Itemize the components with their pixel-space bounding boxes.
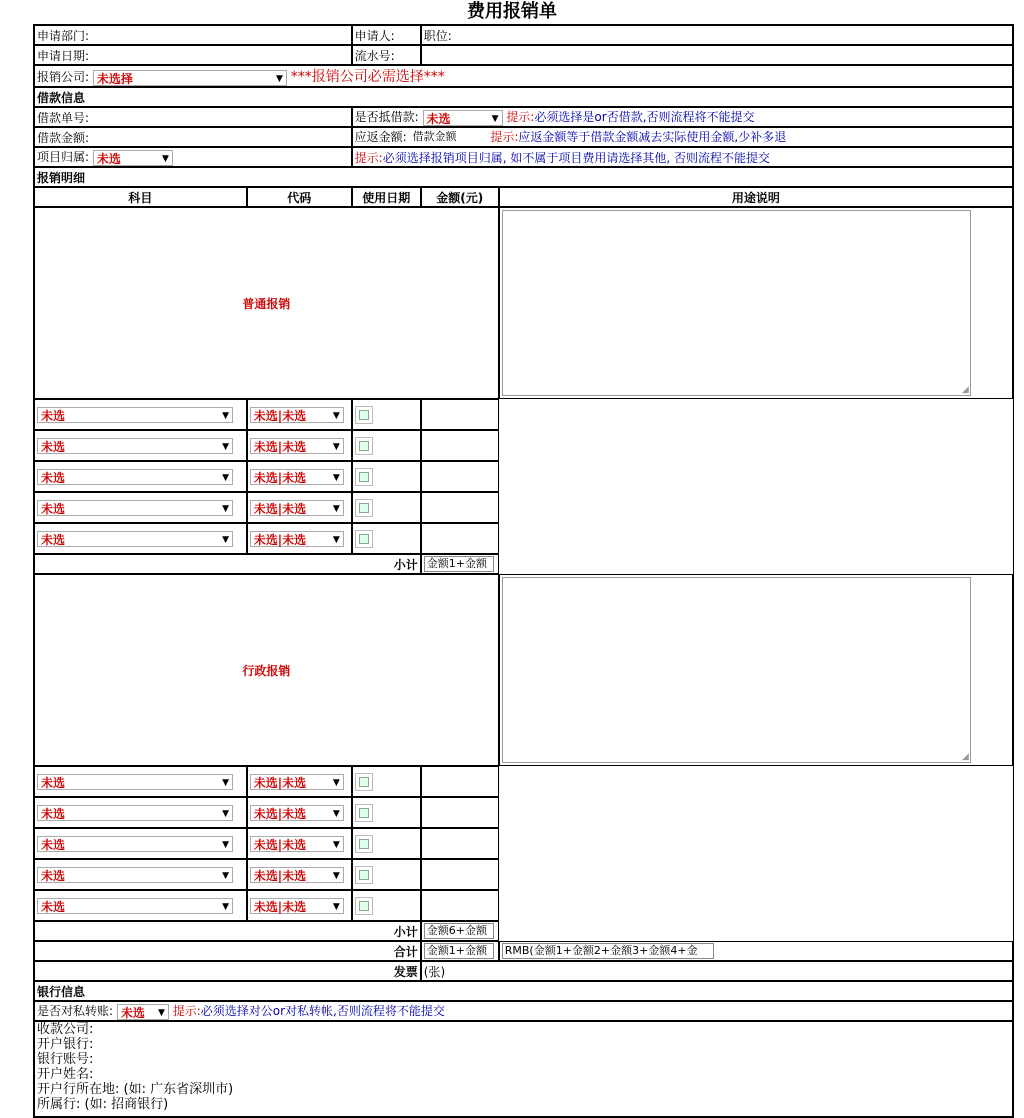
subject-cell: [34, 430, 247, 461]
subtotal2-label: 小计: [34, 921, 421, 941]
project-select-value: 未选: [96, 151, 121, 166]
offset-hint: 必须选择是or否借款,否则流程将不能提交: [534, 110, 755, 125]
code-select-value: 未选|未选: [253, 806, 307, 821]
col-code: 代码: [247, 187, 352, 207]
general-purpose-textarea[interactable]: [502, 210, 971, 396]
code-select-value: 未选|未选: [253, 408, 307, 423]
detail-row: [34, 430, 1013, 461]
chevron-down-icon: ▼: [222, 901, 229, 912]
code-select[interactable]: [250, 774, 344, 790]
private-row: [34, 1001, 1013, 1021]
detail-row: [34, 399, 1013, 430]
calendar-icon[interactable]: [355, 499, 373, 517]
amount-cell[interactable]: [421, 430, 499, 461]
subtotal1-label: 小计: [34, 554, 421, 574]
amount-cell[interactable]: [421, 859, 499, 890]
code-cell: [247, 766, 352, 797]
calendar-icon[interactable]: [355, 773, 373, 791]
total-label: 合计: [34, 941, 421, 961]
subject-cell: [34, 890, 247, 921]
subject-cell: [34, 461, 247, 492]
bank-line-account: 银行账号:: [37, 1052, 94, 1067]
code-select[interactable]: [250, 531, 344, 547]
subject-select[interactable]: [37, 836, 233, 852]
bank-line-company: 收款公司:: [37, 1022, 94, 1037]
resize-grip-icon: ◢: [961, 385, 969, 395]
bank-line-name: 开户姓名:: [37, 1067, 94, 1082]
project-row: [34, 147, 352, 167]
chevron-down-icon: ▼: [222, 808, 229, 819]
invoice-value: (张): [421, 961, 1013, 981]
return-row: [352, 127, 1013, 147]
subject-select[interactable]: [37, 867, 233, 883]
detail-section-title: 报销明细: [34, 167, 1013, 187]
code-select[interactable]: [250, 407, 344, 423]
bank-section-title: 银行信息: [34, 981, 1013, 1001]
chevron-down-icon: ▼: [332, 472, 340, 483]
loan-section-title: 借款信息: [34, 87, 1013, 107]
code-cell: [247, 890, 352, 921]
return-hint: 应返金额等于借款金额减去实际使用金额,少补多退: [518, 130, 787, 145]
date-cell: [352, 797, 421, 828]
applicant-label: 申请人:: [352, 25, 421, 45]
detail-row: [34, 890, 1013, 921]
date-cell: [352, 859, 421, 890]
code-select[interactable]: [250, 469, 344, 485]
chevron-down-icon: ▼: [332, 870, 340, 881]
date-cell: [352, 890, 421, 921]
chevron-down-icon: ▼: [332, 410, 340, 421]
calendar-icon[interactable]: [355, 897, 373, 915]
amount-cell[interactable]: [421, 890, 499, 921]
subject-select-value: 未选: [41, 868, 66, 883]
return-hint-prefix: 提示:: [490, 130, 519, 145]
serial-value: [421, 45, 1013, 65]
date-cell: [352, 766, 421, 797]
amount-cell[interactable]: [421, 461, 499, 492]
subject-select-value: 未选: [41, 408, 66, 423]
total-cell: [421, 941, 499, 961]
code-select-value: 未选|未选: [253, 439, 307, 454]
col-date: 使用日期: [352, 187, 421, 207]
offset-select[interactable]: [423, 110, 503, 126]
code-cell: [247, 797, 352, 828]
code-cell: [247, 430, 352, 461]
col-amount: 金额(元): [421, 187, 499, 207]
subject-select[interactable]: [37, 438, 233, 454]
subject-select-value: 未选: [41, 501, 66, 516]
code-select[interactable]: [250, 867, 344, 883]
calendar-icon[interactable]: [355, 530, 373, 548]
chevron-down-icon: ▼: [491, 113, 499, 124]
calendar-icon[interactable]: [355, 835, 373, 853]
calendar-icon[interactable]: [355, 866, 373, 884]
return-input[interactable]: 借款金额: [411, 130, 487, 146]
subject-select-value: 未选: [41, 775, 66, 790]
amount-cell[interactable]: [421, 399, 499, 430]
detail-row: [34, 797, 1013, 828]
bank-line-location: 开户行所在地: (如: 广东省深圳市): [37, 1082, 234, 1097]
code-cell: [247, 523, 352, 554]
detail-row: [34, 461, 1013, 492]
date-cell: [352, 399, 421, 430]
chevron-down-icon: ▼: [222, 472, 229, 483]
private-label: 是否对私转账:: [37, 1004, 114, 1019]
chevron-down-icon: ▼: [222, 870, 229, 881]
offset-label: 是否抵借款:: [354, 110, 419, 125]
company-select[interactable]: [93, 70, 287, 86]
offset-hint-prefix: 提示:: [506, 110, 535, 125]
code-select-value: 未选|未选: [253, 470, 307, 485]
date-cell: [352, 461, 421, 492]
date-label: 申请日期:: [34, 45, 352, 65]
subtotal2-cell: [421, 921, 499, 941]
company-hint: ***报销公司必需选择***: [290, 69, 445, 85]
chevron-down-icon: ▼: [332, 534, 340, 545]
code-select-value: 未选|未选: [253, 532, 307, 547]
subject-select-value: 未选: [41, 470, 66, 485]
subject-select-value: 未选: [41, 837, 66, 852]
chevron-down-icon: ▼: [157, 1007, 165, 1018]
subject-select[interactable]: [37, 805, 233, 821]
subject-cell: [34, 859, 247, 890]
private-select-value: 未选: [120, 1005, 145, 1020]
chevron-down-icon: ▼: [222, 777, 229, 788]
date-cell: [352, 430, 421, 461]
subtotal1-input[interactable]: 金额1+金额: [424, 556, 494, 572]
calendar-icon[interactable]: [355, 437, 373, 455]
chevron-down-icon: ▼: [332, 808, 340, 819]
loan-no-label: 借款单号:: [34, 107, 352, 127]
private-hint-prefix: 提示:: [172, 1004, 201, 1019]
code-select-value: 未选|未选: [253, 775, 307, 790]
offset-row: [352, 107, 1013, 127]
detail-row: [34, 828, 1013, 859]
project-hint-prefix: 提示:: [354, 150, 383, 165]
subject-select-value: 未选: [41, 806, 66, 821]
serial-label: 流水号:: [352, 45, 421, 65]
invoice-label: 发票: [34, 961, 421, 981]
subject-select-value: 未选: [41, 899, 66, 914]
private-select[interactable]: [117, 1004, 169, 1020]
chevron-down-icon: ▼: [332, 839, 340, 850]
code-select[interactable]: [250, 805, 344, 821]
detail-row: [34, 492, 1013, 523]
subject-cell: [34, 797, 247, 828]
subject-cell: [34, 766, 247, 797]
return-label: 应返金额:: [354, 130, 407, 145]
company-label: 报销公司:: [37, 70, 90, 84]
code-select[interactable]: [250, 836, 344, 852]
date-cell: [352, 492, 421, 523]
bank-line-branch: 所属行: (如: 招商银行): [37, 1097, 169, 1112]
subject-select[interactable]: [37, 531, 233, 547]
general-purpose-cell: [499, 207, 1013, 399]
chevron-down-icon: ▼: [332, 901, 340, 912]
project-label: 项目归属:: [37, 150, 90, 165]
general-section-title: 普通报销: [34, 207, 499, 399]
position-label: 职位:: [421, 25, 1013, 45]
project-select[interactable]: [93, 150, 173, 166]
code-select-value: 未选|未选: [253, 501, 307, 516]
date-cell: [352, 828, 421, 859]
chevron-down-icon: ▼: [161, 153, 169, 164]
code-cell: [247, 399, 352, 430]
subject-select-value: 未选: [41, 532, 66, 547]
amount-cell[interactable]: [421, 492, 499, 523]
subject-cell: [34, 399, 247, 430]
chevron-down-icon: ▼: [332, 441, 340, 452]
subject-cell: [34, 492, 247, 523]
code-select-value: 未选|未选: [253, 837, 307, 852]
chevron-down-icon: ▼: [222, 839, 229, 850]
subject-select[interactable]: [37, 898, 233, 914]
admin-section-title: 行政报销: [34, 574, 499, 766]
project-hint-cell: [352, 147, 1013, 167]
loan-amount-label: 借款金额:: [34, 127, 352, 147]
chevron-down-icon: ▼: [275, 73, 283, 84]
resize-grip-icon: ◢: [961, 752, 969, 762]
code-cell: [247, 492, 352, 523]
code-select-value: 未选|未选: [253, 899, 307, 914]
amount-cell[interactable]: [421, 766, 499, 797]
chevron-down-icon: ▼: [222, 441, 229, 452]
bank-line-bank: 开户银行:: [37, 1037, 94, 1052]
calendar-icon[interactable]: [355, 468, 373, 486]
private-hint: 必须选择对公or对私转帐,否则流程将不能提交: [200, 1004, 445, 1019]
company-row: [34, 65, 1013, 87]
project-hint: 必须选择报销项目归属, 如不属于项目费用请选择其他, 否则流程不能提交: [382, 150, 770, 165]
chevron-down-icon: ▼: [332, 777, 340, 788]
code-cell: [247, 461, 352, 492]
amount-cell[interactable]: [421, 523, 499, 554]
subject-select[interactable]: [37, 500, 233, 516]
col-purpose: 用途说明: [499, 187, 1013, 207]
company-select-value: 未选择: [96, 71, 133, 86]
subtotal2-input[interactable]: 金额6+金额: [424, 923, 494, 939]
offset-select-value: 未选: [426, 111, 451, 126]
subject-cell: [34, 828, 247, 859]
total-rmb-input[interactable]: RMB(金额1+金额2+金额3+金额4+金: [502, 943, 714, 959]
code-select[interactable]: [250, 438, 344, 454]
calendar-icon[interactable]: [355, 406, 373, 424]
subject-select[interactable]: [37, 469, 233, 485]
date-cell: [352, 523, 421, 554]
subject-select-value: 未选: [41, 439, 66, 454]
calendar-icon[interactable]: [355, 804, 373, 822]
chevron-down-icon: ▼: [332, 503, 340, 514]
code-select[interactable]: [250, 500, 344, 516]
subject-cell: [34, 523, 247, 554]
code-select[interactable]: [250, 898, 344, 914]
chevron-down-icon: ▼: [222, 410, 229, 421]
total-rmb-cell: [499, 941, 1013, 961]
amount-cell[interactable]: [421, 828, 499, 859]
page-title: 费用报销单: [467, 1, 557, 22]
admin-purpose-textarea[interactable]: [502, 577, 971, 763]
code-cell: [247, 859, 352, 890]
admin-purpose-cell: [499, 574, 1013, 766]
detail-row: [34, 859, 1013, 890]
subtotal1-cell: [421, 554, 499, 574]
detail-row: [34, 766, 1013, 797]
bank-info: [34, 1021, 1013, 1117]
total-input[interactable]: 金额1+金额: [424, 943, 494, 959]
chevron-down-icon: ▼: [222, 534, 229, 545]
detail-row: [34, 523, 1013, 554]
subject-select[interactable]: [37, 407, 233, 423]
subject-select[interactable]: [37, 774, 233, 790]
amount-cell[interactable]: [421, 797, 499, 828]
col-subject: 科目: [34, 187, 247, 207]
code-cell: [247, 828, 352, 859]
code-select-value: 未选|未选: [253, 868, 307, 883]
chevron-down-icon: ▼: [222, 503, 229, 514]
expense-form: [33, 24, 1014, 1118]
dept-label: 申请部门:: [34, 25, 352, 45]
